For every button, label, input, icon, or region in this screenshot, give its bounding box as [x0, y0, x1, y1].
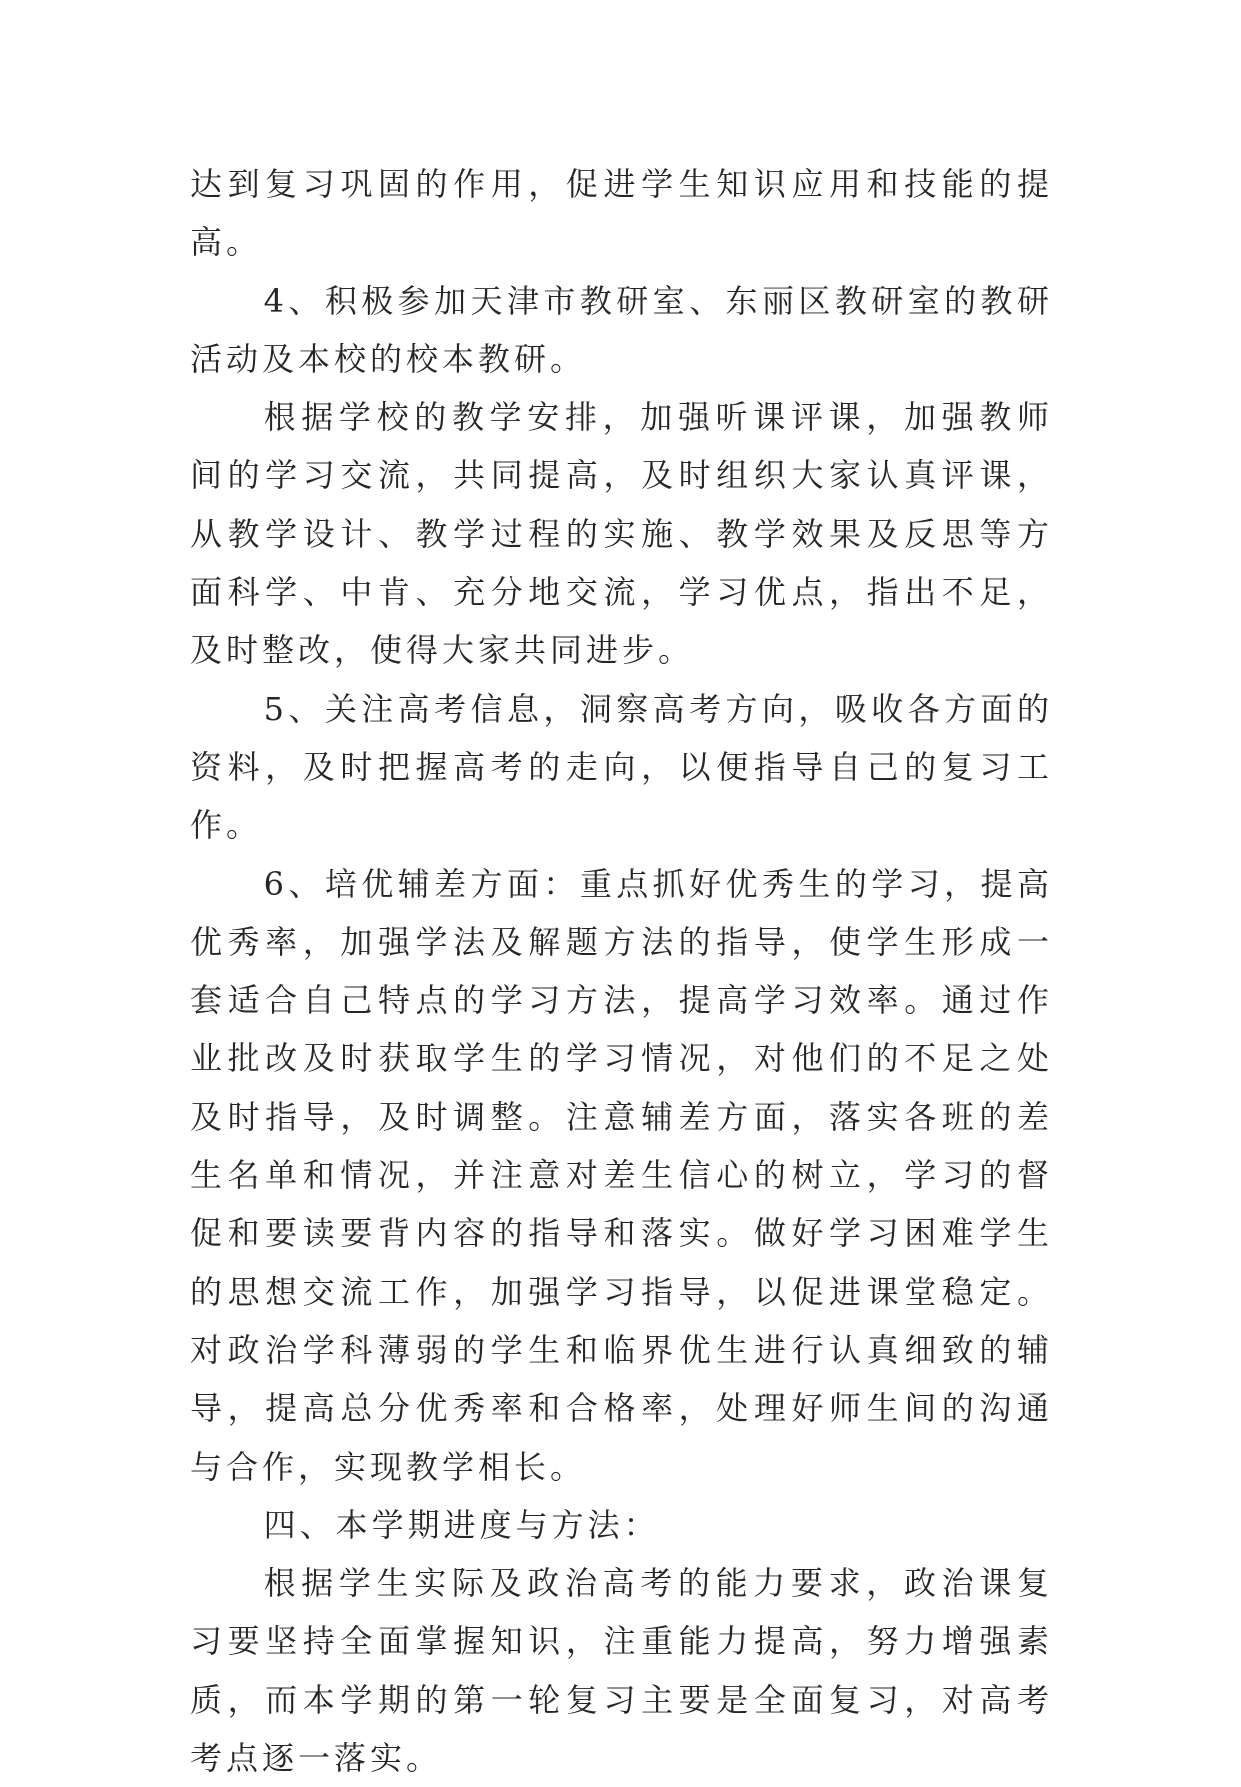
paragraph-continuation: 达到复习巩固的作用，促进学生知识应用和技能的提高。: [190, 165, 1053, 262]
paragraph-item-4: 4、积极参加天津市教研室、东丽区教研室的教研活动及本校的校本教研。: [190, 281, 1053, 378]
paragraph-item-5: 5、关注高考信息，洞察高考方向，吸收各方面的资料，及时把握高考的走向，以便指导自己的复习工作。: [190, 689, 1053, 845]
paragraph-progress-method: 根据学生实际及政治高考的能力要求，政治课复习要坚持全面掌握知识，注重能力提高，努力增强素质，而本学期的第一轮复习主要是全面复习，对高考考点逐一落实。: [190, 1564, 1053, 1778]
document-body: [190, 155, 1053, 1787]
section-heading-4: 四、本学期进度与方法：: [263, 1505, 660, 1544]
paragraph-item-6: 6、培优辅差方面：重点抓好优秀生的学习，提高优秀率，加强学法及解题方法的指导，使学生形成一套适合自己特点的学习方法，提高学习效率。通过作业批改及时获取学生的学习情况，对他们的不足之处及时指导，及时调整。注意辅差方面，落实各班的差生名单和情况，并注意对差生信心的树立，学习的督促和要读要背内容的指导和落实。做好学习困难学生的思想交流工作，加强学习指导，以促进课堂稳定。对政治学科薄弱的学生和临界优生进行认真细致的辅导，提高总分优秀率和合格率，处理好师生间的沟通与合作，实现教学相长。: [190, 864, 1053, 1486]
paragraph-lesson-review: 根据学校的教学安排，加强听课评课，加强教师间的学习交流，共同提高，及时组织大家认真评课，从教学设计、教学过程的实施、教学效果及反思等方面科学、中肯、充分地交流，学习优点，指出不足，及时整改，使得大家共同进步。: [190, 398, 1053, 670]
